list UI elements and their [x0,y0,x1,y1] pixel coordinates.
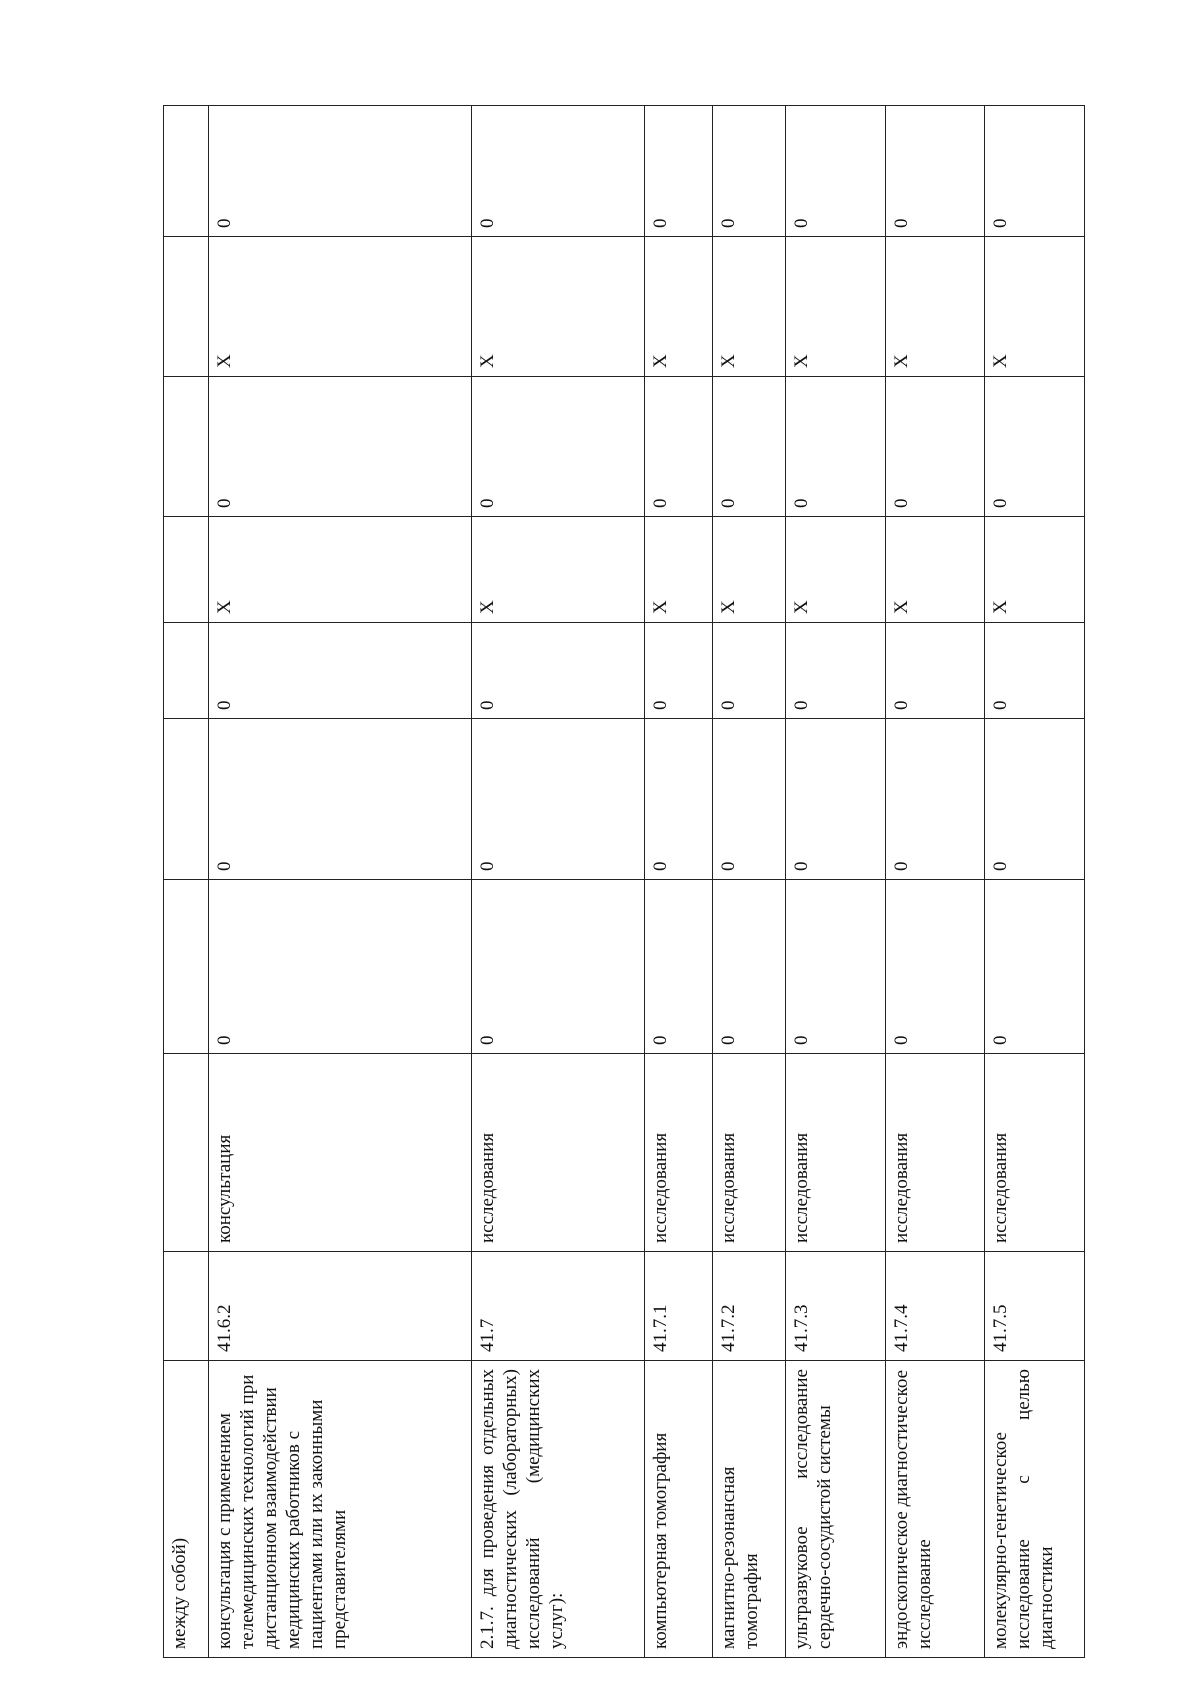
row-value: 0 [885,623,985,719]
row-value: 0 [985,377,1085,517]
row-value: 0 [472,106,644,237]
indicator-table [163,105,1085,1658]
table-row [713,106,786,1658]
row-value: 0 [785,623,885,719]
row-code: 41.7.1 [644,1252,713,1361]
row-name: 2.1.7. для проведения отдельных диагностических (лабораторных) исследований (медицинских услуг): [472,1361,644,1658]
row-value: 0 [885,106,985,237]
row-value: 0 [208,623,472,719]
row-name: ультразвуковое исследование сердечно-сосудистой системы [785,1361,885,1658]
continuation-row [164,106,209,1658]
row-value: 0 [985,880,1085,1054]
empty-cell [164,880,209,1054]
row-value: 0 [472,719,644,880]
row-unit: исследования [472,1054,644,1252]
row-value: 0 [208,719,472,880]
table-row [785,106,885,1658]
row-value: 0 [713,106,786,237]
row-unit: исследования [713,1054,786,1252]
row-code: 41.7.3 [785,1252,885,1361]
empty-cell [164,1054,209,1252]
row-value: 0 [208,377,472,517]
empty-cell [164,106,209,237]
row-unit: исследования [644,1054,713,1252]
row-code: 41.7 [472,1252,644,1361]
row-value: 0 [885,880,985,1054]
empty-cell [164,1252,209,1361]
row-value: 0 [644,377,713,517]
row-value: X [985,237,1085,377]
row-name: магнитно-резонансная томография [713,1361,786,1658]
empty-cell [164,517,209,623]
row-value: X [713,237,786,377]
row-value: 0 [713,623,786,719]
row-value: 0 [713,719,786,880]
row-value: 0 [208,106,472,237]
row-value: 0 [985,719,1085,880]
row-value: 0 [644,719,713,880]
row-value: X [644,517,713,623]
row-value: 0 [644,880,713,1054]
row-value: 0 [472,623,644,719]
row-value: 0 [644,623,713,719]
row-value: 0 [472,377,644,517]
row-code: 41.6.2 [208,1252,472,1361]
row-value: X [785,237,885,377]
table-row [985,106,1085,1658]
row-value: X [885,237,985,377]
row-value: 0 [713,377,786,517]
row-value: X [472,237,644,377]
empty-cell [164,377,209,517]
row-unit: исследования [785,1054,885,1252]
table-row [208,106,472,1658]
row-value: 0 [985,106,1085,237]
empty-cell [164,719,209,880]
empty-cell [164,623,209,719]
row-value: 0 [985,623,1085,719]
row-value: 0 [785,719,885,880]
table-row [472,106,644,1658]
row-value: 0 [713,880,786,1054]
row-unit: исследования [885,1054,985,1252]
row-name: компьютерная томография [644,1361,713,1658]
row-value: 0 [644,106,713,237]
row-value: X [785,517,885,623]
empty-cell [164,237,209,377]
row-unit: консультация [208,1054,472,1252]
table-row [885,106,985,1658]
row-value: X [985,517,1085,623]
row-value: X [472,517,644,623]
row-unit: исследования [985,1054,1085,1252]
row-value: X [885,517,985,623]
row-code: 41.7.2 [713,1252,786,1361]
row-value: 0 [785,106,885,237]
continuation-cell: между собой) [164,1361,209,1658]
row-value: 0 [472,880,644,1054]
row-value: 0 [885,377,985,517]
row-value: X [644,237,713,377]
row-value: X [208,237,472,377]
row-value: 0 [785,880,885,1054]
row-value: X [208,517,472,623]
row-code: 41.7.5 [985,1252,1085,1361]
row-name: консультация с применением телемедицинских технологий при дистанционном взаимодействии медицинских работников с пациентами или их законными представителями [208,1361,472,1658]
row-code: 41.7.4 [885,1252,985,1361]
row-value: 0 [208,880,472,1054]
row-value: X [713,517,786,623]
row-name: молекулярно-генетическое исследование с целью диагностики [985,1361,1085,1658]
rotated-table-wrapper [163,106,1085,1658]
row-value: 0 [885,719,985,880]
row-value: 0 [785,377,885,517]
table-row [644,106,713,1658]
row-name: эндоскопическое диагностическое исследование [885,1361,985,1658]
